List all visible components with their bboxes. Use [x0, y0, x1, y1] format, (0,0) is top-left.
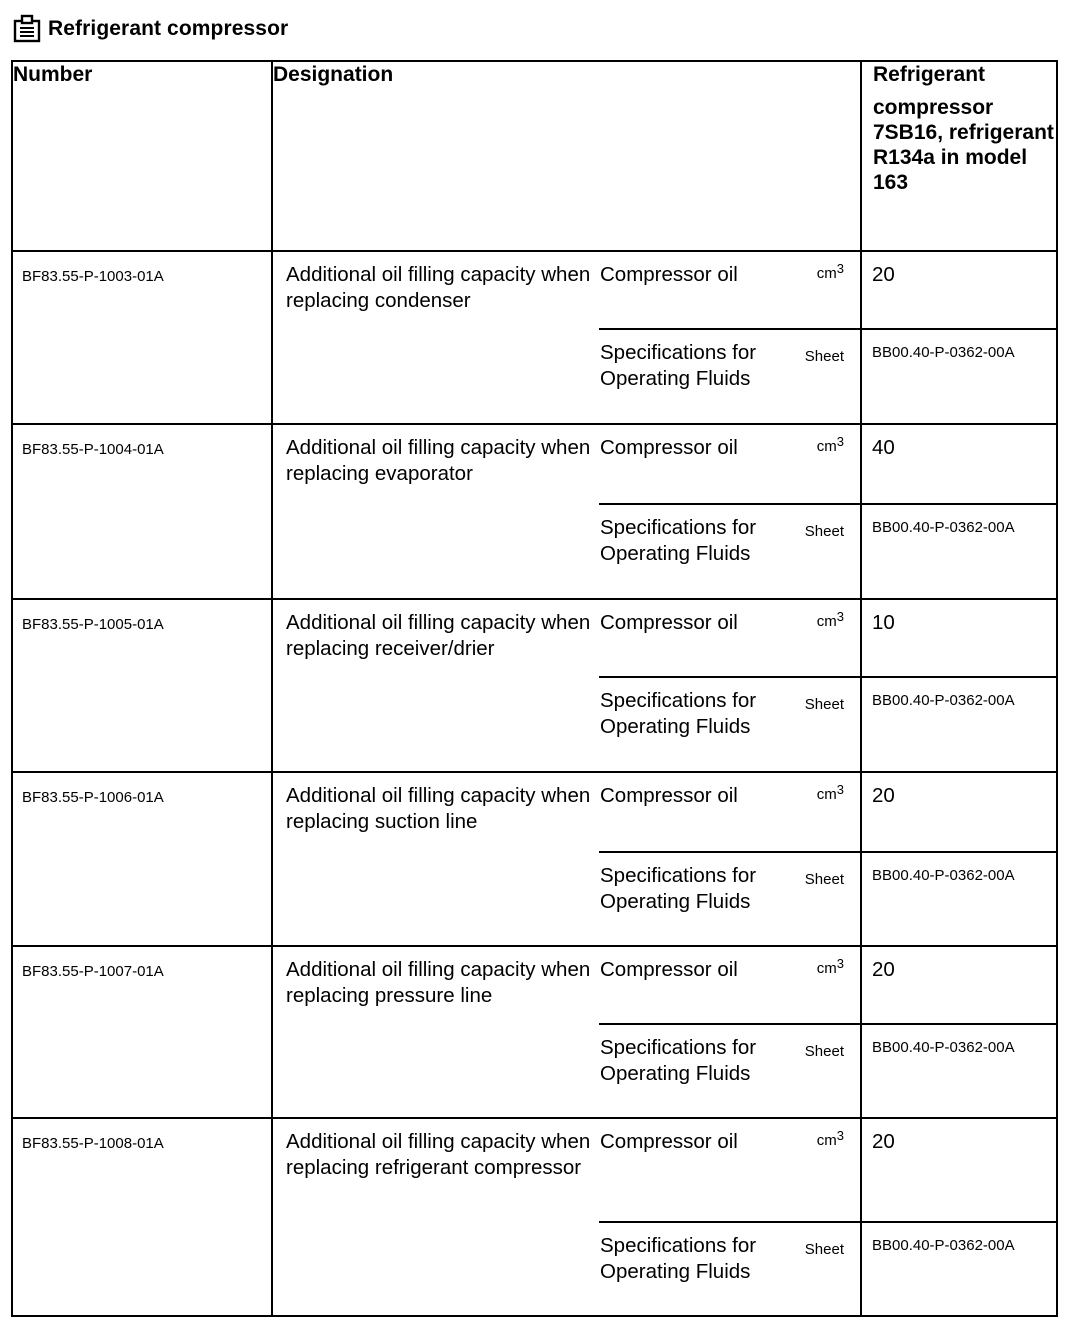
designation-text: Additional oil filling capacity when replacing pressure line: [272, 946, 599, 1118]
property-label: Specifications for Operating Fluids: [600, 864, 757, 913]
property-label: Compressor oil: [600, 436, 738, 459]
part-number: BF83.55-P-1006-01A: [12, 772, 272, 946]
unit-superscript: 3: [836, 1128, 844, 1143]
unit-label: Sheet: [804, 1043, 844, 1060]
property-label: Specifications for Operating Fluids: [600, 689, 757, 738]
property-label: Compressor oil: [600, 263, 738, 286]
unit-label: [817, 609, 844, 635]
unit-label: Sheet: [804, 523, 844, 540]
value-cell: 20: [861, 251, 1057, 329]
sheet-reference: BB00.40-P-0362-00A: [861, 504, 1057, 599]
property-compressor-oil: [599, 772, 861, 852]
property-specifications: [599, 1024, 861, 1118]
unit-label: Sheet: [804, 1241, 844, 1258]
property-label: Specifications for Operating Fluids: [600, 341, 757, 390]
unit-label: [817, 434, 844, 460]
value-cell: 20: [861, 772, 1057, 852]
designation-text: Additional oil filling capacity when replacing condenser: [272, 251, 599, 424]
property-label: Specifications for Operating Fluids: [600, 1036, 757, 1085]
property-label: Compressor oil: [600, 958, 738, 981]
value-cell: 20: [861, 946, 1057, 1024]
unit-text: cm: [816, 960, 837, 977]
property-specifications: [599, 852, 861, 946]
part-number: BF83.55-P-1005-01A: [12, 599, 272, 772]
unit-label: Sheet: [804, 696, 844, 713]
value-cell: 10: [861, 599, 1057, 677]
table-row: [12, 1118, 1057, 1222]
unit-superscript: 3: [836, 956, 844, 971]
part-number: BF83.55-P-1007-01A: [12, 946, 272, 1118]
unit-text: cm: [816, 438, 837, 455]
document-list-icon: [12, 14, 42, 44]
sheet-reference: BB00.40-P-0362-00A: [861, 329, 1057, 424]
table-row: [12, 251, 1057, 329]
property-specifications: [599, 329, 861, 424]
table-row: [12, 946, 1057, 1024]
unit-text: cm: [816, 613, 837, 630]
property-label: Compressor oil: [600, 611, 738, 634]
designation-text: Additional oil filling capacity when replacing receiver/drier: [272, 599, 599, 772]
header-row: [12, 61, 1057, 251]
unit-text: cm: [816, 1132, 837, 1149]
spec-table: [11, 60, 1058, 1317]
value-cell: 20: [861, 1118, 1057, 1222]
value-cell: 40: [861, 424, 1057, 504]
unit-label: Sheet: [804, 348, 844, 365]
table-row: [12, 772, 1057, 852]
designation-text: Additional oil filling capacity when replacing refrigerant compressor: [272, 1118, 599, 1316]
property-compressor-oil: [599, 946, 861, 1024]
property-label: Compressor oil: [600, 1130, 738, 1153]
unit-label: [817, 1128, 844, 1154]
header-refrigerant: [861, 61, 1057, 251]
table-row: [12, 599, 1057, 677]
part-number: BF83.55-P-1004-01A: [12, 424, 272, 599]
property-label: Compressor oil: [600, 784, 738, 807]
unit-superscript: 3: [836, 261, 844, 276]
property-compressor-oil: [599, 1118, 861, 1222]
unit-superscript: 3: [836, 782, 844, 797]
designation-text: Additional oil filling capacity when replacing suction line: [272, 772, 599, 946]
unit-label: [817, 261, 844, 287]
sheet-reference: BB00.40-P-0362-00A: [861, 1024, 1057, 1118]
page-title: [12, 14, 288, 44]
header-refrigerant-detail: compressor 7SB16, refrigerant R134a in model 163: [873, 96, 1054, 194]
unit-superscript: 3: [836, 609, 844, 624]
designation-text: Additional oil filling capacity when replacing evaporator: [272, 424, 599, 599]
unit-label: [817, 956, 844, 982]
part-number: BF83.55-P-1003-01A: [12, 251, 272, 424]
header-refrigerant-line1: Refrigerant: [873, 63, 986, 86]
property-specifications: [599, 677, 861, 772]
unit-superscript: 3: [836, 434, 844, 449]
sheet-reference: BB00.40-P-0362-00A: [861, 1222, 1057, 1316]
title-text: Refrigerant compressor: [48, 17, 289, 40]
property-compressor-oil: [599, 251, 861, 329]
property-compressor-oil: [599, 424, 861, 504]
unit-text: cm: [816, 786, 837, 803]
property-label: Specifications for Operating Fluids: [600, 1234, 757, 1283]
header-number: Number: [12, 61, 272, 251]
property-specifications: [599, 504, 861, 599]
sheet-reference: BB00.40-P-0362-00A: [861, 852, 1057, 946]
sheet-reference: BB00.40-P-0362-00A: [861, 677, 1057, 772]
part-number: BF83.55-P-1008-01A: [12, 1118, 272, 1316]
unit-label: Sheet: [804, 871, 844, 888]
header-designation: Designation: [272, 61, 861, 251]
property-specifications: [599, 1222, 861, 1316]
property-compressor-oil: [599, 599, 861, 677]
property-label: Specifications for Operating Fluids: [600, 516, 757, 565]
unit-label: [817, 782, 844, 808]
table-row: [12, 424, 1057, 504]
unit-text: cm: [816, 265, 837, 282]
